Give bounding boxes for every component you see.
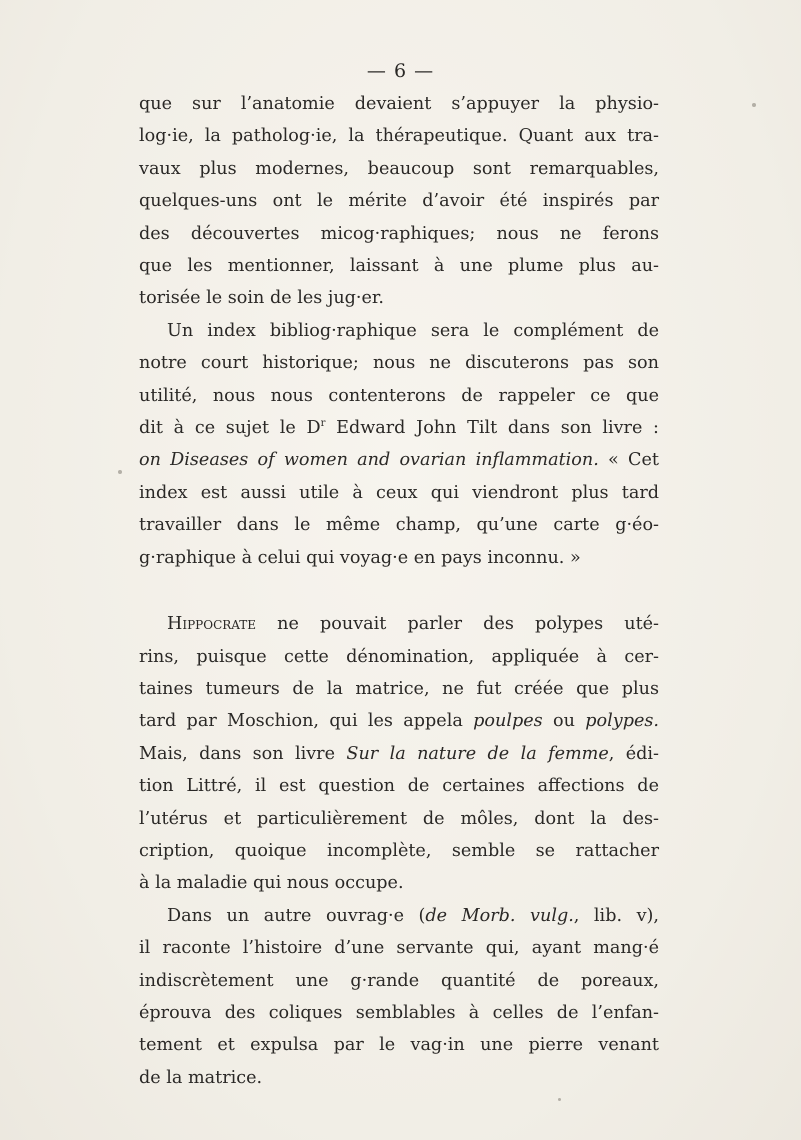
text-segment: Dans un autre ouvrag·e ( — [167, 905, 426, 926]
text-line: Un index bibliog·raphique sera le complément de — [167, 320, 659, 341]
text-line: tion Littré, il est question de certaines affections de — [139, 776, 659, 797]
text-line — [139, 738, 659, 770]
paragraph-gap — [139, 574, 659, 608]
paragraph-4 — [139, 900, 659, 1094]
text-segment: , lib. v), — [573, 905, 659, 926]
paragraph-2 — [139, 315, 659, 574]
italic-term: polypes. — [585, 711, 660, 732]
text-line: que sur l’anatomie devaient s’appuyer la physio- — [139, 94, 659, 114]
text-line: des découvertes micog·raphiques; nous ne ferons — [139, 223, 659, 244]
paper-speck — [752, 103, 756, 107]
text-line: index est aussi utile à ceux qui viendront plus tard — [139, 482, 659, 503]
text-line: il raconte l’histoire d’une servante qui, ayant mang·é — [139, 938, 659, 959]
text-segment: Mais, dans son livre — [139, 743, 347, 764]
body-text — [139, 88, 659, 1094]
text-line: que les mentionner, laissant à une plume plus au- — [139, 256, 659, 277]
text-segment: dit à ce sujet le D — [139, 418, 321, 439]
text-segment: , édi- — [608, 743, 660, 764]
superscript: r — [320, 418, 326, 430]
text-line: tement et expulsa par le vag·in une pierre venant — [139, 1035, 659, 1056]
text-line: l’utérus et particulièrement de môles, dont la des- — [139, 808, 659, 829]
paper-speck — [558, 1098, 561, 1101]
page-number: — 6 — — [366, 60, 435, 82]
text-line: éprouva des coliques semblables à celles de l’enfan- — [139, 1002, 659, 1023]
text-segment: ou — [542, 711, 586, 732]
text-line: rins, puisque cette dénomination, appliquée à cer- — [139, 646, 659, 667]
paragraph-3 — [139, 608, 659, 900]
text-line — [139, 444, 659, 476]
paragraph-1 — [139, 88, 659, 315]
text-line — [139, 412, 659, 444]
text-line — [139, 900, 659, 932]
text-line — [139, 705, 659, 737]
text-line: torisée le soin de les jug·er. — [139, 288, 384, 309]
text-line: utilité, nous nous contenterons de rappeler ce que — [139, 385, 659, 406]
text-line: indiscrètement une g·rande quantité de poreaux, — [139, 970, 659, 991]
text-line: g·raphique à celui qui voyag·e en pays inconnu. » — [139, 547, 581, 568]
text-segment: « Cet — [598, 450, 659, 471]
italic-term: poulpes — [473, 711, 543, 732]
text-line: cription, quoique incomplète, semble se rattacher — [139, 840, 659, 861]
author-name: Hippocrate — [167, 614, 257, 635]
book-title: Sur la nature de la femme — [346, 743, 609, 764]
text-segment: tard par Moschion, qui les appela — [139, 711, 474, 732]
text-line: à la maladie qui nous occupe. — [139, 873, 404, 894]
book-title: de Morb. vulg. — [425, 905, 574, 926]
text-segment: Edward John Tilt dans son livre : — [325, 418, 659, 439]
text-line: de la matrice. — [139, 1067, 263, 1088]
book-title: on Diseases of women and ovarian inflammation. — [139, 450, 599, 471]
paper-speck — [118, 470, 122, 474]
text-segment: ne pouvait parler des polypes uté- — [256, 614, 659, 635]
text-line: quelques-uns ont le mérite d’avoir été inspirés par — [139, 191, 659, 212]
text-line — [139, 608, 659, 640]
text-line: travailler dans le même champ, qu’une carte g·éo- — [139, 515, 659, 536]
text-line: log·ie, la patholog·ie, la thérapeutique. Quant aux tra- — [139, 126, 659, 147]
text-line: taines tumeurs de la matrice, ne fut créée que plus — [139, 678, 659, 699]
text-line: notre court historique; nous ne discuterons pas son — [139, 353, 659, 374]
text-line: vaux plus modernes, beaucoup sont remarquables, — [139, 158, 659, 179]
